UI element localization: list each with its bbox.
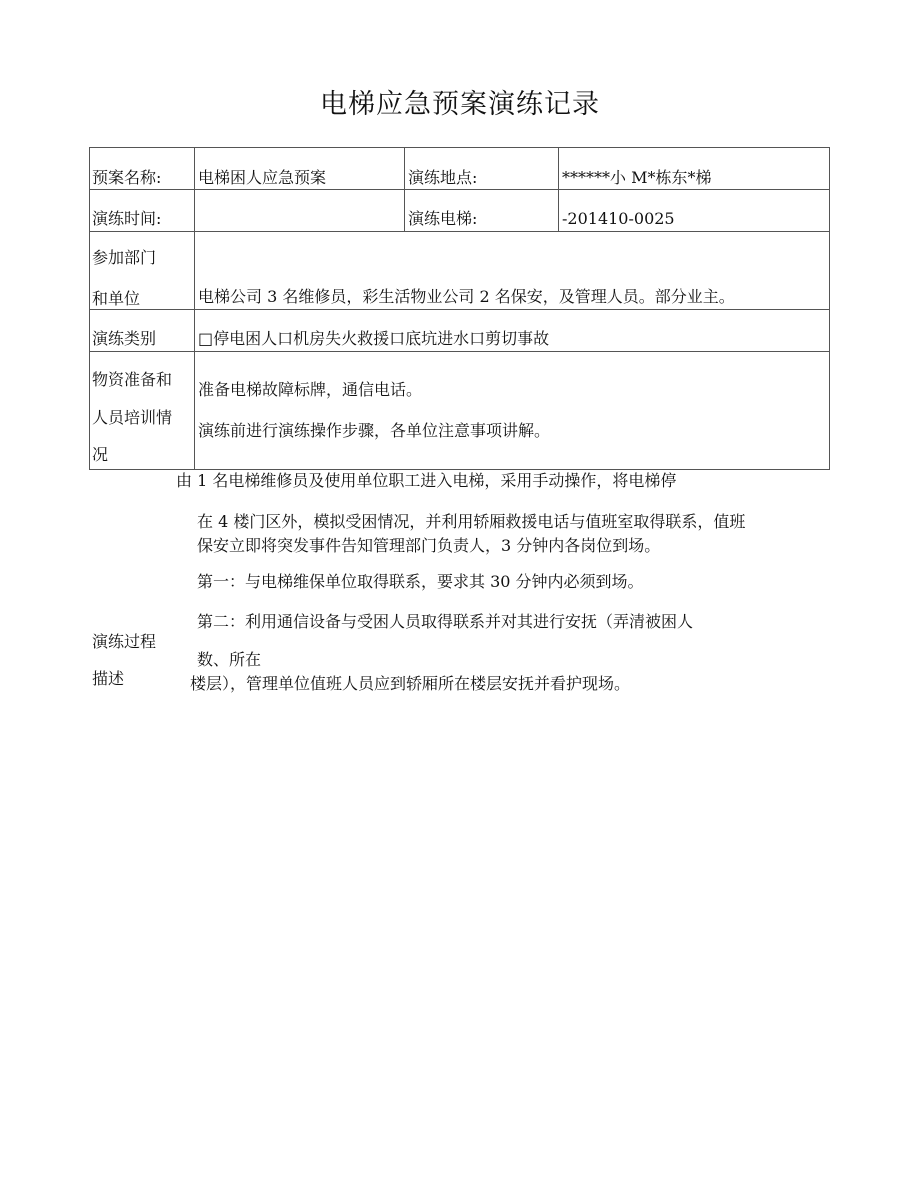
prep-line1: 准备电梯故障标牌，通信电话。 <box>198 380 423 399</box>
process-line1: 由 1 名电梯维修员及使用单位职工进入电梯，采用手动操作，将电梯停 <box>176 471 677 490</box>
dept-value: 电梯公司 3 名维修员，彩生活物业公司 2 名保安，及管理人员。部分业主。 <box>198 287 735 306</box>
elevator-label: 演练电梯: <box>408 209 478 228</box>
plan-name-label: 预案名称: <box>92 168 162 187</box>
process-line4: 第一：与电梯维保单位取得联系，要求其 30 分钟内必须到场。 <box>197 572 644 591</box>
process-label-line2: 描述 <box>92 669 125 688</box>
elevator-value: -201410-0025 <box>562 209 675 228</box>
prep-line2: 演练前进行演练操作步骤，各单位注意事项讲解。 <box>198 421 551 440</box>
process-line2: 在 4 楼门区外，模拟受困情况，并利用轿厢救援电话与值班室取得联系，值班 <box>197 512 746 531</box>
dept-label-line2: 和单位 <box>92 289 141 308</box>
prep-label-line1: 物资准备和 <box>92 370 173 389</box>
process-line7: 楼层），管理单位值班人员应到轿厢所在楼层安抚并看护现场。 <box>190 674 631 693</box>
dept-label-line1: 参加部门 <box>92 248 157 267</box>
category-label: 演练类别 <box>92 329 157 348</box>
process-line3: 保安立即将突发事件告知管理部门负责人，3 分钟内各岗位到场。 <box>197 536 661 555</box>
process-label-line1: 演练过程 <box>92 632 157 651</box>
prep-label-line3: 况 <box>92 445 109 464</box>
process-line5: 第二：利用通信设备与受困人员取得联系并对其进行安抚（弄清被困人 <box>197 612 694 631</box>
location-label: 演练地点: <box>408 168 478 187</box>
prep-label-line2: 人员培训情 <box>92 408 173 427</box>
plan-name-value: 电梯困人应急预案 <box>198 168 327 187</box>
page-title: 电梯应急预案演练记录 <box>320 89 600 120</box>
category-value: □停电困人口机房失火救援口底坑进水口剪切事故 <box>198 329 550 348</box>
time-label: 演练时间: <box>92 209 162 228</box>
process-line6: 数、所在 <box>197 650 262 669</box>
location-value: ******小 M*栋东*梯 <box>562 168 712 187</box>
